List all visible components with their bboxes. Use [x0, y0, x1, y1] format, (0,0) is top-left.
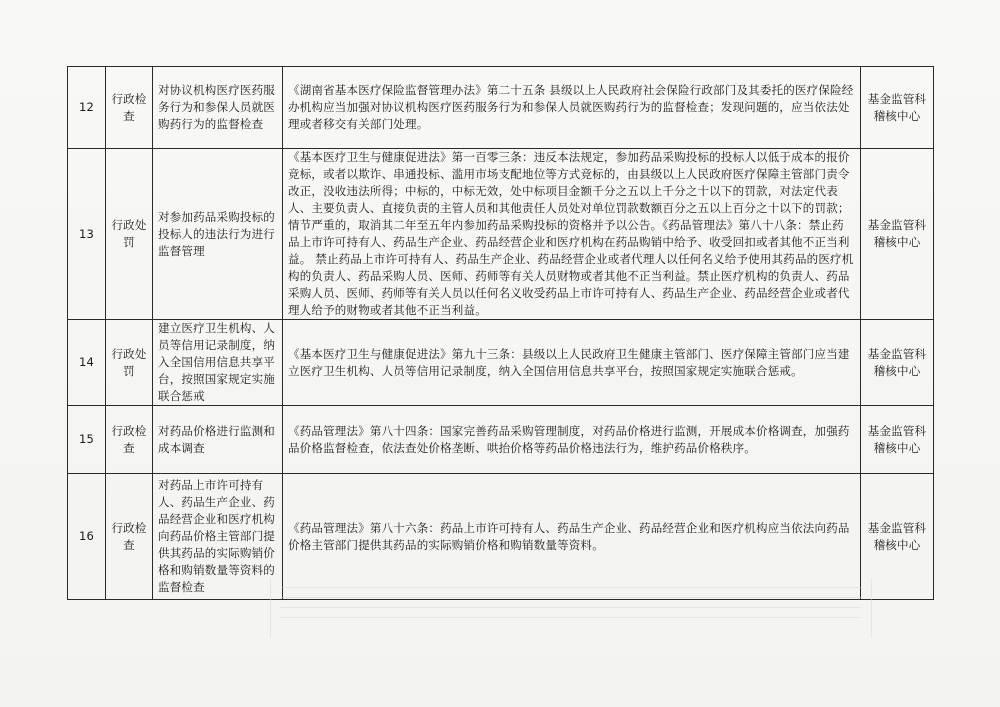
action-type: 行政处罚 [106, 320, 153, 406]
legal-basis: 《药品管理法》第八十六条：药品上市许可持有人、药品生产企业、药品经营企业和医疗机构应当依法向药品价格主管部门提供其药品的实际购销价格和购销数量等资料。 [283, 474, 861, 600]
action-type: 行政检查 [106, 474, 153, 600]
department: 基金监管科稽核中心 [861, 67, 934, 149]
action-type: 行政检查 [106, 67, 153, 149]
table-row [68, 406, 934, 474]
action-type: 行政处罚 [106, 149, 153, 320]
regulation-table [67, 66, 934, 600]
legal-basis: 《湖南省基本医疗保险监督管理办法》第二十五条 县级以上人民政府社会保险行政部门及其委托的医疗保险经办机构应当加强对协议机构医疗医药服务行为和参保人员就医购药行为的监督检查；发现问题的，应当依法处理或者移交有关部门处理。 [283, 67, 861, 149]
table-row [68, 320, 934, 406]
item-name: 建立医疗卫生机构、人员等信用记录制度，纳入全国信用信息共享平台，按照国家规定实施联合惩戒 [153, 320, 283, 406]
row-number: 14 [68, 320, 106, 406]
item-name: 对协议机构医疗医药服务行为和参保人员就医购药行为的监督检查 [153, 67, 283, 149]
bleed-through-shadow [270, 578, 872, 638]
department: 基金监管科稽核中心 [861, 149, 934, 320]
row-number: 12 [68, 67, 106, 149]
action-type: 行政检查 [106, 406, 153, 474]
item-name: 对药品价格进行监测和成本调查 [153, 406, 283, 474]
row-number: 13 [68, 149, 106, 320]
department: 基金监管科稽核中心 [861, 406, 934, 474]
legal-basis: 《基本医疗卫生与健康促进法》第九十三条：县级以上人民政府卫生健康主管部门、医疗保障主管部门应当建立医疗卫生机构、人员等信用记录制度，纳入全国信用信息共享平台，按照国家规定实施联合惩戒。 [283, 320, 861, 406]
department: 基金监管科稽核中心 [861, 320, 934, 406]
row-number: 15 [68, 406, 106, 474]
row-number: 16 [68, 474, 106, 600]
table-row [68, 149, 934, 320]
department: 基金监管科稽核中心 [861, 474, 934, 600]
legal-basis: 《基本医疗卫生与健康促进法》第一百零三条：违反本法规定，参加药品采购投标的投标人以低于成本的报价竞标，或者以欺诈、串通投标、滥用市场支配地位等方式竞标的，由县级以上人民政府医疗保障主管部门责令改正，没收违法所得；中标的，中标无效，处中标项目金额千分之五以上千分之十以下的罚款，对法定代表人、主要负责人、直接负责的主管人员和其他责任人员处对单位罚款数额百分之五以上百分之十以下的罚款；情节严重的，取消其二年至五年内参加药品采购投标的资格并予以公告。《药品管理法》第八十八条：禁止药品上市许可持有人、药品生产企业、药品经营企业和医疗机构在药品购销中给予、收受回扣或者其他不正当利益。 禁止药品上市许可持有人、药品生产企业、药品经营企业或者代理人以任何名义给予使用其药品的医疗机构的负责人、药品采购人员、医师、药师等有关人员财物或者其他不正当利益。禁止医疗机构的负责人、药品采购人员、医师、药师等有关人员以任何名义收受药品上市许可持有人、药品生产企业、药品经营企业或者代理人给予的财物或者其他不正当利益。 [283, 149, 861, 320]
table-row [68, 67, 934, 149]
item-name: 对参加药品采购投标的投标人的违法行为进行监督管理 [153, 149, 283, 320]
legal-basis: 《药品管理法》第八十四条：国家完善药品采购管理制度，对药品价格进行监测，开展成本价格调查，加强药品价格监督检查，依法查处价格垄断、哄抬价格等药品价格违法行为，维护药品价格秩序。 [283, 406, 861, 474]
item-name: 对药品上市许可持有人、药品生产企业、药品经营企业和医疗机构向药品价格主管部门提供其药品的实际购销价格和购销数量等资料的监督检查 [153, 474, 283, 600]
